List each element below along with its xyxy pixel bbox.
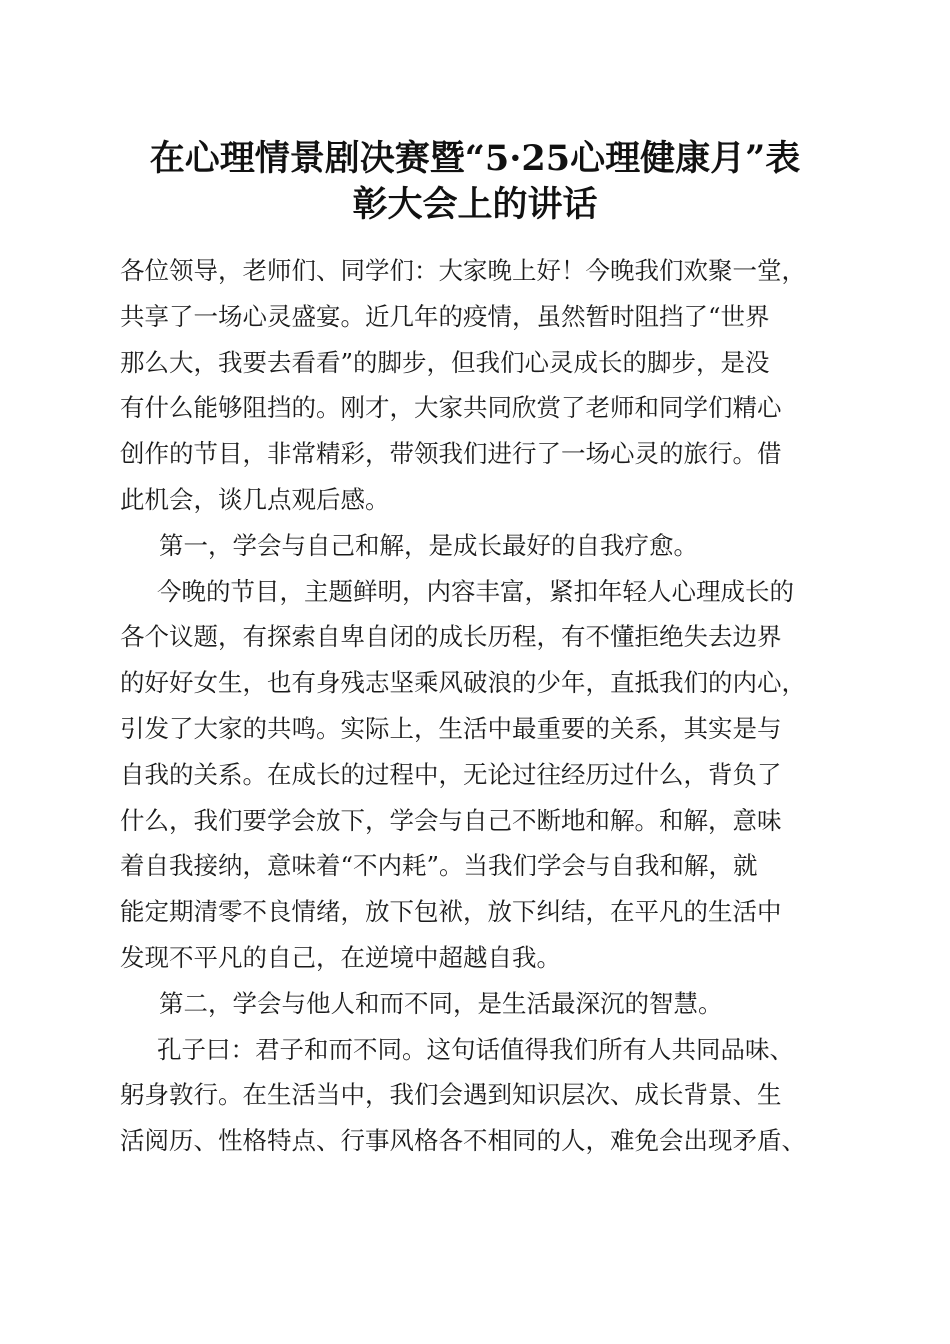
body-paragraph-2 [120,1027,845,1164]
text-line: 自我的关系。在成长的过程中，无论过往经历过什么，背负了 [120,759,782,789]
body-paragraph-1 [120,569,845,981]
text-line: 活阅历、性格特点、行事风格各不相同的人，难免会出现矛盾、 [120,1126,806,1156]
text-line: 今晚的节目，主题鲜明，内容丰富，紧扣年轻人心理成长的 [157,576,794,606]
text-line: 各位领导，老师们、同学们：大家晚上好！今晚我们欢聚一堂， [120,256,806,285]
text-line: 的好好女生，也有身残志坚乘风破浪的少年，直抵我们的内心， [120,668,806,698]
document-title [100,136,850,228]
text-line: 有什么能够阻挡的。刚才，大家共同欣赏了老师和同学们精心 [120,393,782,423]
title-line-1: 在心理情景剧决赛暨“5·25心理健康月”表 [149,138,801,179]
text-line: 引发了大家的共鸣。实际上，生活中最重要的关系，其实是与 [120,713,782,743]
text-line: 发现不平凡的自己，在逆境中超越自我。 [120,942,561,972]
text-line: 着自我接纳，意味着“不内耗”。当我们学会与自我和解，就 [120,851,758,881]
section-heading-2 [120,981,845,1027]
text-line: 共享了一场心灵盛宴。近几年的疫情，虽然暂时阻挡了“世界 [120,301,770,331]
opening-paragraph [120,248,845,523]
title-line-2: 彰大会上的讲话 [352,184,598,225]
text-line: 那么大，我要去看看”的脚步，但我们心灵成长的脚步，是没 [120,347,770,377]
text-line: 能定期清零不良情绪，放下包袱，放下纠结，在平凡的生活中 [120,897,782,927]
heading-line: 第一，学会与自己和解，是成长最好的自我疗愈。 [159,530,698,560]
section-heading-1 [120,523,845,569]
text-line: 创作的节目，非常精彩，带领我们进行了一场心灵的旅行。借 [120,439,782,469]
text-line: 此机会，谈几点观后感。 [120,484,390,514]
document-body [120,248,845,1164]
text-line: 各个议题，有探索自卑自闭的成长历程，有不懂拒绝失去边界 [120,622,782,652]
heading-line: 第二，学会与他人和而不同，是生活最深沉的智慧。 [159,988,723,1018]
text-line: 孔子曰：君子和而不同。这句话值得我们所有人共同品味、 [157,1034,794,1064]
text-line: 什么，我们要学会放下，学会与自己不断地和解。和解，意味 [120,805,782,835]
text-line: 躬身敦行。在生活当中，我们会遇到知识层次、成长背景、生 [120,1080,782,1110]
